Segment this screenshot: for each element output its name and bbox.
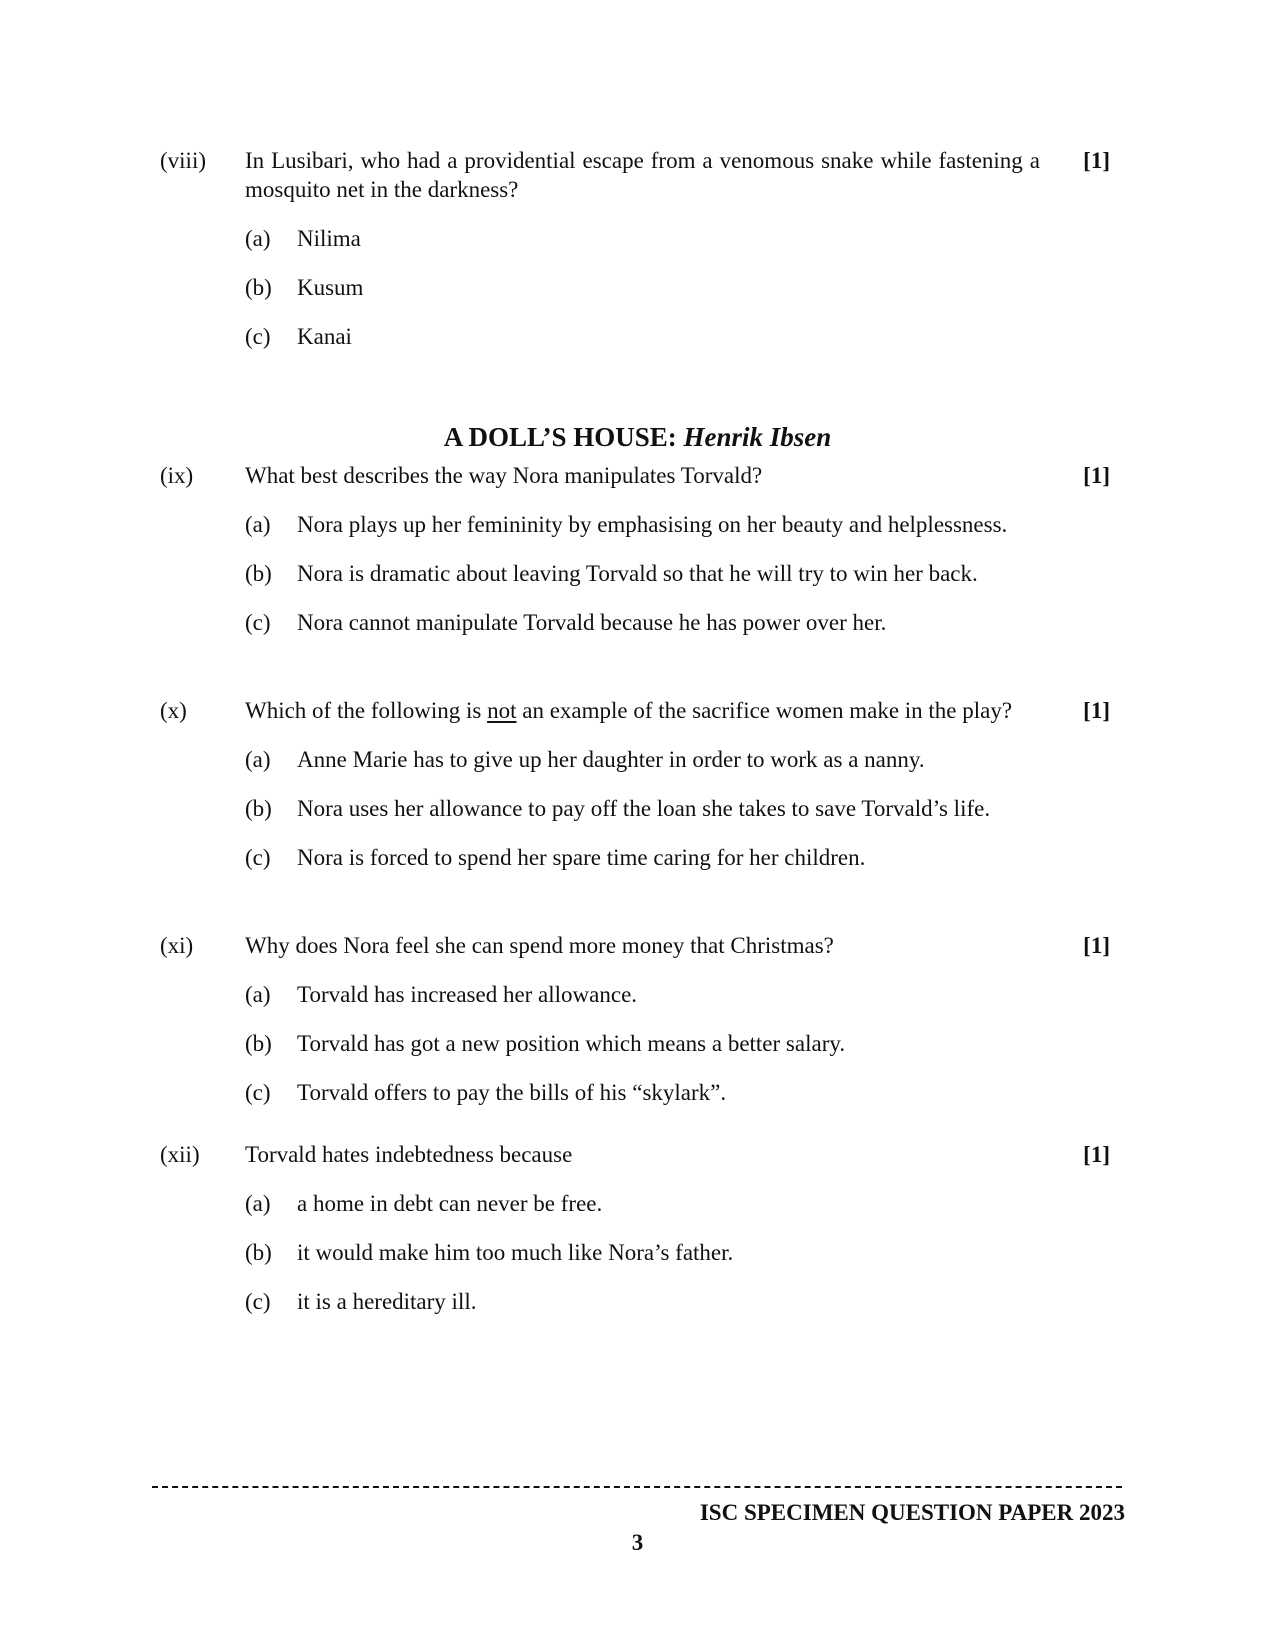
option (245, 559, 1040, 588)
marks: [1] (1083, 1142, 1110, 1167)
option-label: (a) (245, 982, 271, 1007)
option-text: Nora is dramatic about leaving Torvald so that he will try to win her back. (297, 561, 978, 586)
option-label: (a) (245, 512, 271, 537)
option-text: it would make him too much like Nora’s father. (297, 1240, 734, 1265)
option-text: Anne Marie has to give up her daughter in order to work as a nanny. (297, 747, 925, 772)
question-number: (ix) (160, 463, 194, 488)
option-label: (c) (245, 1080, 271, 1105)
question-ix (160, 461, 1110, 637)
option-label: (b) (245, 796, 272, 821)
question-x (160, 696, 1110, 872)
question-text-part: Which of the following is (245, 698, 488, 723)
option (245, 224, 1040, 253)
question-text-emphasis: not (487, 698, 517, 723)
option-text: it is a hereditary ill. (297, 1289, 477, 1314)
option-label: (b) (245, 1031, 272, 1056)
section-author: Henrik Ibsen (683, 422, 832, 452)
option (245, 794, 1040, 823)
question-number: (viii) (160, 148, 206, 173)
option (245, 980, 1040, 1009)
marks: [1] (1083, 698, 1110, 723)
option-text: Torvald offers to pay the bills of his “skylark”. (297, 1080, 727, 1105)
option (245, 322, 1040, 351)
option-text: a home in debt can never be free. (297, 1191, 603, 1216)
option-text: Nora uses her allowance to pay off the loan she takes to save Torvald’s life. (297, 796, 991, 821)
option-label: (c) (245, 1289, 271, 1314)
question-text-part: an example of the sacrifice women make in the play? (516, 698, 1013, 723)
option (245, 1287, 1040, 1316)
option-text: Nora is forced to spend her spare time caring for her children. (297, 845, 866, 870)
question-viii (160, 146, 1110, 351)
option (245, 1078, 1040, 1107)
question-number: (xii) (160, 1142, 200, 1167)
option-label: (b) (245, 275, 272, 300)
option (245, 608, 1040, 637)
option (245, 1029, 1040, 1058)
footer-title: ISC SPECIMEN QUESTION PAPER 2023 (699, 1500, 1125, 1525)
footer-divider (152, 1486, 1122, 1488)
option-label: (a) (245, 226, 271, 251)
option-label: (b) (245, 561, 272, 586)
option-text: Kanai (297, 324, 352, 349)
question-number: (xi) (160, 933, 194, 958)
option (245, 745, 1040, 774)
page-number: 3 (631, 1530, 644, 1555)
option-label: (b) (245, 1240, 272, 1265)
option (245, 510, 1040, 539)
question-text: Why does Nora feel she can spend more money that Christmas? (245, 933, 834, 958)
section-title: A DOLL’S HOUSE: (443, 422, 677, 452)
question-text: What best describes the way Nora manipulates Torvald? (245, 463, 763, 488)
option-text: Nora plays up her femininity by emphasising on her beauty and helplessness. (297, 512, 1008, 537)
option-label: (c) (245, 845, 271, 870)
option-text: Torvald has increased her allowance. (297, 982, 638, 1007)
option-label: (a) (245, 1191, 271, 1216)
option-label: (a) (245, 747, 271, 772)
option-label: (c) (245, 610, 271, 635)
option (245, 273, 1040, 302)
question-xi (160, 931, 1110, 1107)
option (245, 843, 1040, 872)
option-text: Torvald has got a new position which means a better salary. (297, 1031, 846, 1056)
option-label: (c) (245, 324, 271, 349)
question-text: Torvald hates indebtedness because (245, 1142, 573, 1167)
section-heading (0, 422, 1275, 453)
question-number: (x) (160, 698, 187, 723)
option (245, 1189, 1040, 1218)
option-text: Nora cannot manipulate Torvald because he has power over her. (297, 610, 887, 635)
marks: [1] (1083, 933, 1110, 958)
question-xii (160, 1140, 1110, 1316)
option (245, 1238, 1040, 1267)
marks: [1] (1083, 148, 1110, 173)
option-text: Kusum (297, 275, 364, 300)
question-text (245, 696, 1040, 725)
option-text: Nilima (297, 226, 361, 251)
marks: [1] (1083, 463, 1110, 488)
question-text: In Lusibari, who had a providential escape from a venomous snake while fastening a mosquito net in the darkness? (245, 148, 1040, 202)
